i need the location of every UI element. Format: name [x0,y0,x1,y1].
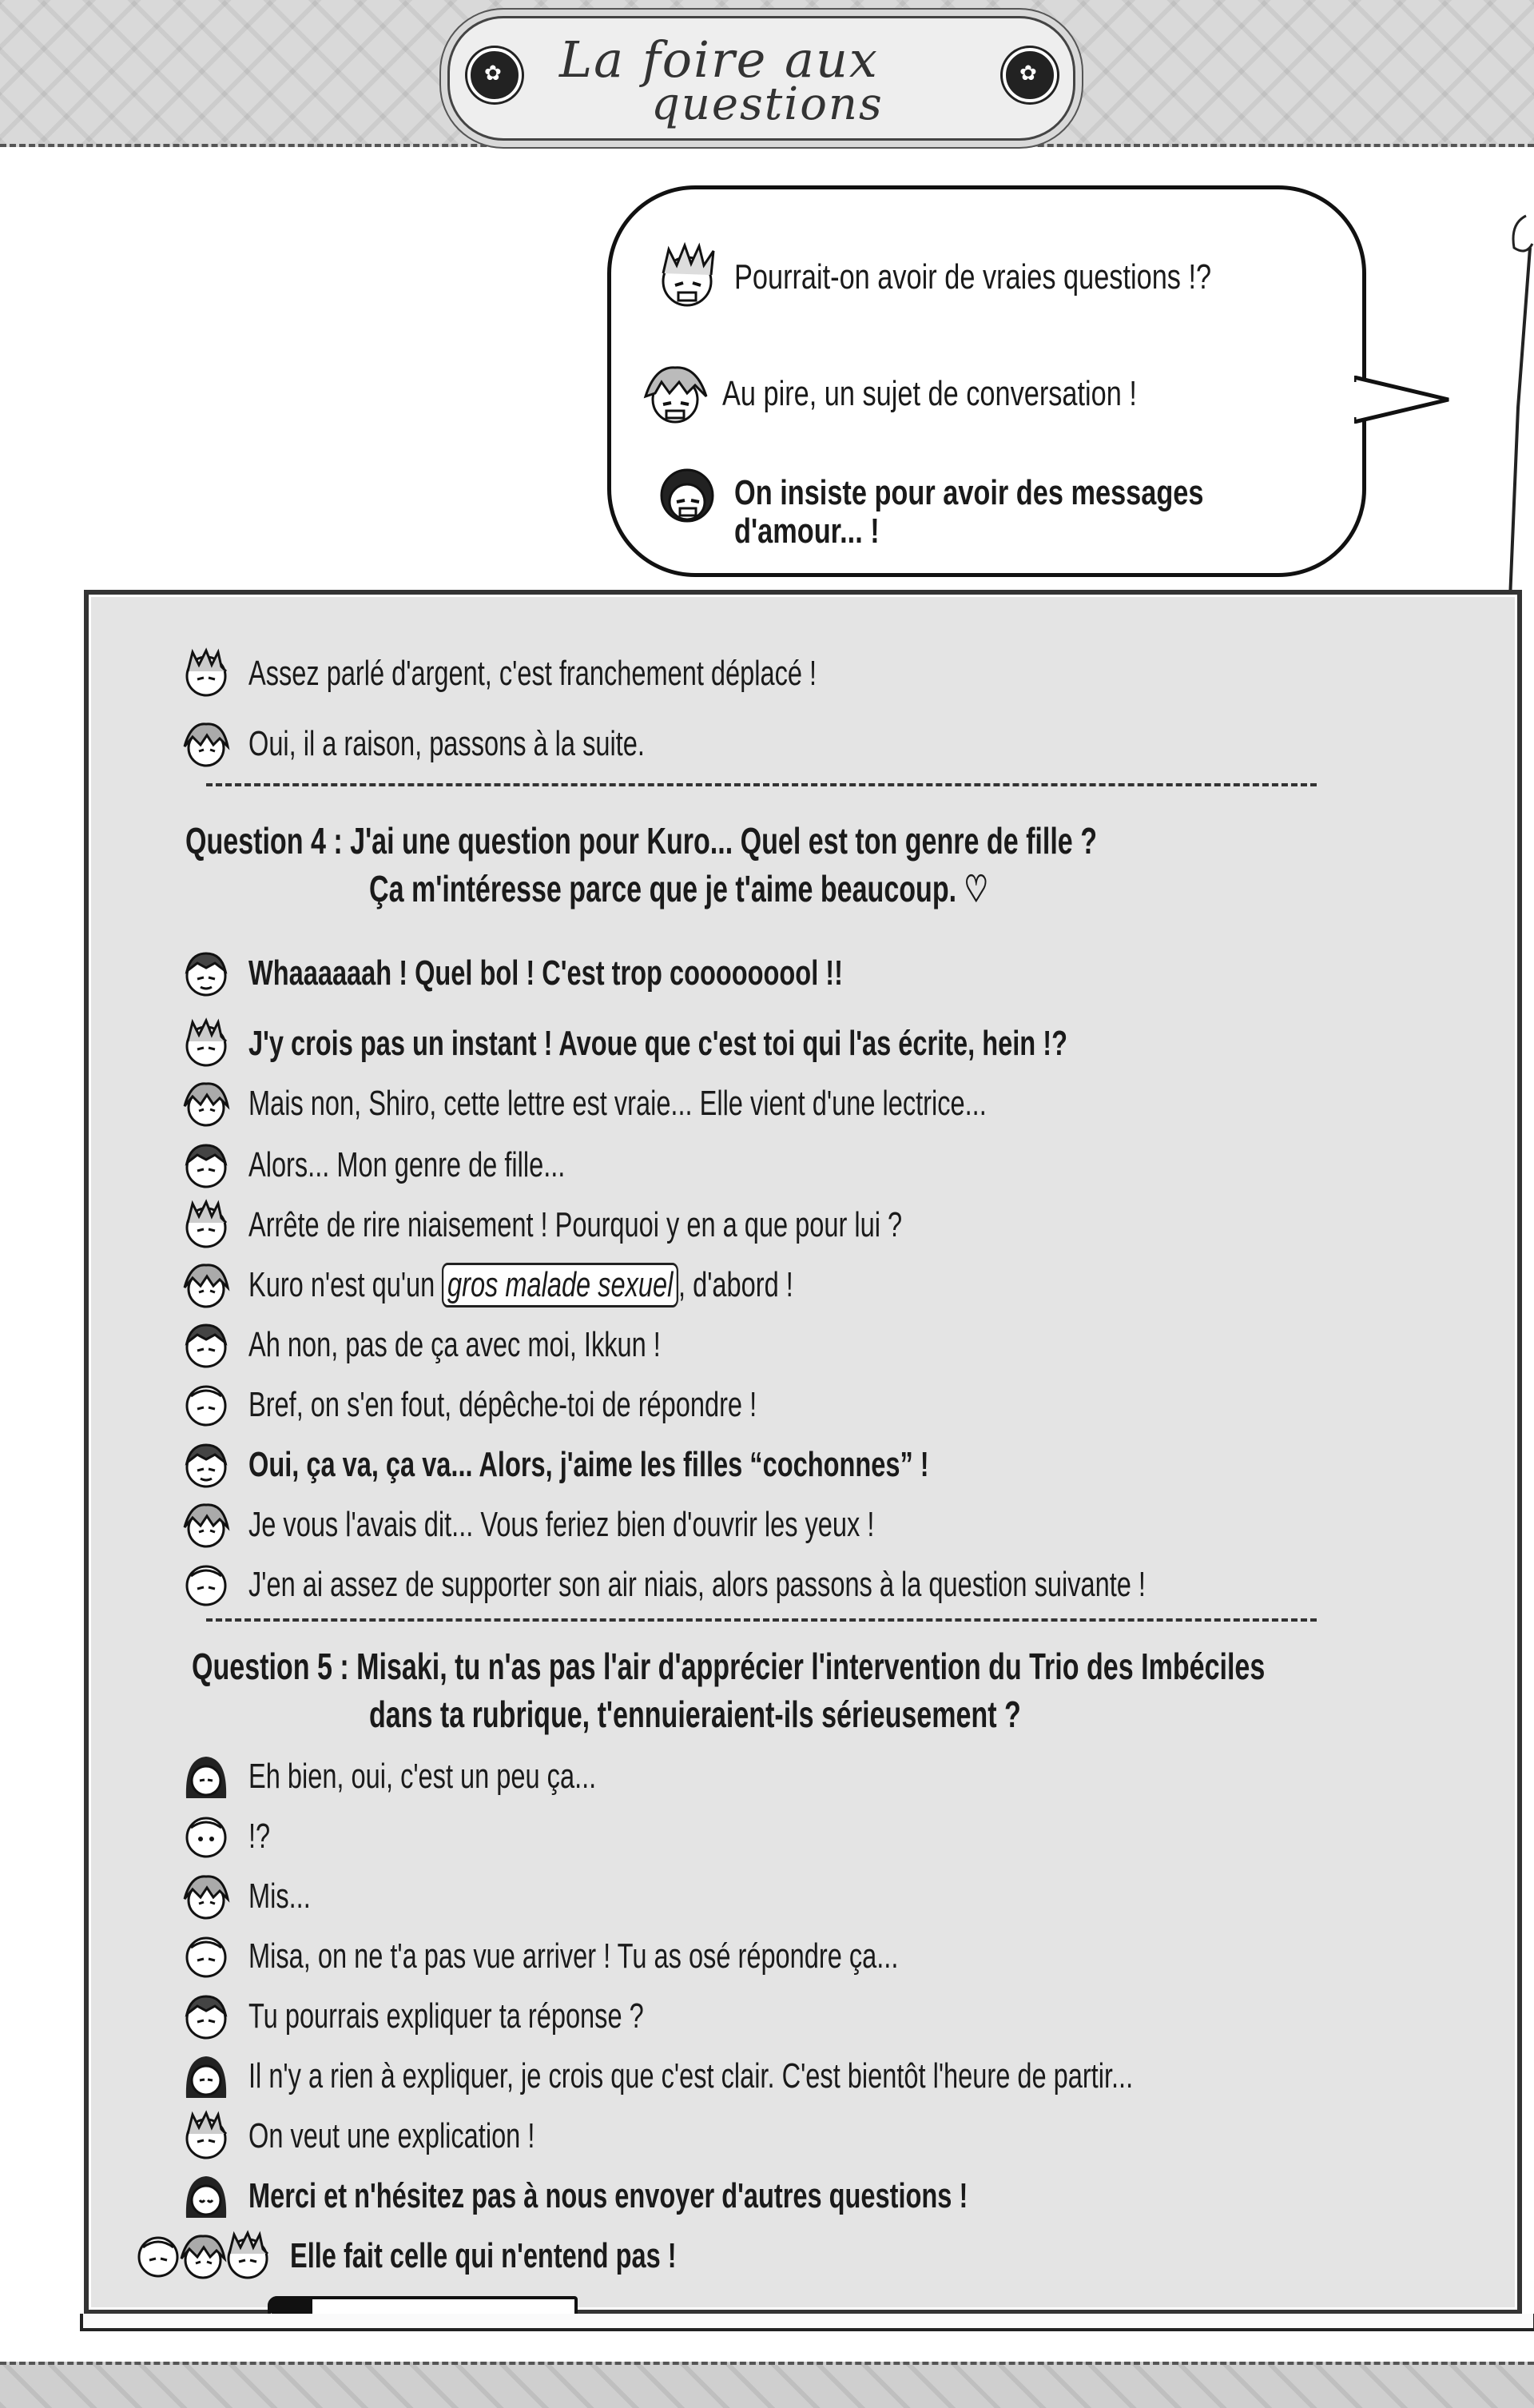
dialogue-text: Kuro n'est qu'un gros malade sexuel , d'abord ! [248,1263,793,1307]
dialogue-text: Ah non, pas de ça avec moi, Ikkun ! [248,1325,661,1364]
spiky-hair-face-icon [180,647,232,700]
kuro-face-icon [180,1319,232,1371]
dialogue-line [180,1499,1095,1551]
section-divider [206,1618,1317,1622]
dialogue-text: Bref, on s'en fout, dépêche-toi de répondre ! [248,1385,757,1424]
spiky-hair-face-icon [180,1017,232,1070]
bald-face-icon [180,1379,232,1431]
question-4: Question 4 : J'ai une question pour Kuro... Quel est ton genre de fille ? [185,820,1097,862]
dialogue-line [180,1439,1168,1491]
dialogue-line [180,1990,783,2043]
misaki-face-icon [180,1750,232,1803]
dialogue-line [180,1077,1246,1130]
question-5: Question 5 : Misaki, tu n'as pas l'air d'apprécier l'intervention du Trio des Imbéciles [192,1646,1266,1687]
messy-hair-face-icon [180,1259,232,1311]
dialogue-line [180,1259,984,1311]
bubble-text: Pourrait-on avoir de vraies questions !? [734,257,1212,297]
bubble-text: Au pire, un sujet de conversation ! [722,374,1137,413]
messy-hair-face-icon [180,1499,232,1551]
bubble-text: On insiste pour avoir des messages [734,473,1204,512]
bubble-text: d'amour... ! [734,511,880,551]
dialogue-line [180,1319,805,1371]
dialogue-line [180,1139,677,1192]
messy-hair-face-icon [180,1870,232,1923]
spiky-hair-face-icon [180,1199,232,1252]
dialogue-line [180,1199,1132,1252]
dialogue-line [180,1870,332,1923]
messy-hair-face-icon [639,358,711,430]
bald-face-icon [180,1810,232,1863]
dialogue-line [180,1810,278,1863]
flower-ornament-icon [1003,48,1057,102]
dialogue-text: !? [248,1817,271,1856]
spiky-hair-face-icon [651,241,723,313]
bald-face-icon [180,1558,232,1611]
dialogue-text: Elle fait celle qui n'entend pas ! [290,2236,677,2275]
dialogue-line [180,1017,1355,1070]
dialogue-text: Je vous l'avais dit... Vous feriez bien d'ouvrir les yeux ! [248,1505,875,1544]
messy-hair-face-icon [180,718,232,770]
dialogue-line [180,2110,635,2163]
dialogue-text: Arrête de rire niaisement ! Pourquoi y en a que pour lui ? [248,1205,903,1244]
dialogue-text: Whaaaaaah ! Quel bol ! C'est trop cooooooool !! [248,953,843,993]
spiky-hair-face-icon [180,2110,232,2163]
spiky-hair-face-icon [221,2230,274,2283]
kuro-face-icon [180,947,232,1000]
dialogue-line [180,647,1016,700]
dialogue-line [180,2050,1444,2103]
bubble-line [651,241,1346,313]
dialogue-line [180,2170,1221,2223]
flower-ornament-icon [467,48,522,102]
dialogue-line [132,2230,813,2283]
dialogue-text: Tu pourrais expliquer ta réponse ? [248,1996,644,2036]
dialogue-text: Assez parlé d'argent, c'est franchement déplacé ! [248,654,817,693]
question-4-line2: Ça m'intéresse parce que je t'aime beaucoup. ♡ [369,868,989,909]
bald-face-icon [180,1930,232,1983]
dialogue-text: Il n'y a rien à expliquer, je crois que c'est clair. C'est bientôt l'heure de partir... [248,2056,1134,2096]
dialogue-text: Mais non, Shiro, cette lettre est vraie... Elle vient d'une lectrice... [248,1084,987,1123]
question-5-line2: dans ta rubrique, t'ennuieraient-ils sérieusement ? [369,1694,1021,1735]
dialogue-text: Alors... Mon genre de fille... [248,1145,566,1184]
misaki-face-icon [180,2050,232,2103]
dialogue-line [180,947,1051,1000]
dialogue-text: Misa, on ne t'a pas vue arriver ! Tu as osé répondre ça... [248,1936,899,1976]
dialogue-text: J'y crois pas un instant ! Avoue que c'est toi qui l'as écrite, hein !? [248,1024,1067,1063]
kuro-face-icon [180,1139,232,1192]
dark-hair-face-icon [651,457,723,529]
dialogue-line [180,1750,718,1803]
dialogue-text: Oui, il a raison, passons à la suite. [248,724,645,763]
dialogue-text: Merci et n'hésitez pas à nous envoyer d'autres questions ! [248,2176,968,2215]
kuro-face-icon [180,1990,232,2043]
highlighted-phrase: gros malade sexuel [442,1263,678,1307]
kuro-face-icon [180,1439,232,1491]
dialogue-line [180,1930,1127,1983]
bubble-line [734,511,920,551]
dialogue-text: Eh bien, oui, c'est un peu ça... [248,1757,597,1796]
misaki-face-icon [180,2170,232,2223]
whiteboard-tray [80,2314,1534,2331]
footer-decorative-band [0,2362,1534,2408]
messy-hair-face-icon [180,1077,232,1130]
dialogue-line [180,1379,936,1431]
page-title: La foire aux [559,30,879,89]
page-title-line2: questions [651,78,884,130]
dialogue-text: J'en ai assez de supporter son air niais, alors passons à la question suivante ! [248,1565,1146,1604]
bubble-line [639,358,1254,430]
speech-bubble-tail [1354,376,1450,424]
dialogue-text: Mis... [248,1877,311,1916]
character-doodle [1438,200,1534,599]
dialogue-text: On veut une explication ! [248,2116,535,2155]
dialogue-line [180,1558,1460,1611]
section-divider [206,783,1317,786]
dialogue-line [180,718,784,770]
dialogue-text: Oui, ça va, ça va... Alors, j'aime les filles “cochonnes” ! [248,1445,929,1484]
